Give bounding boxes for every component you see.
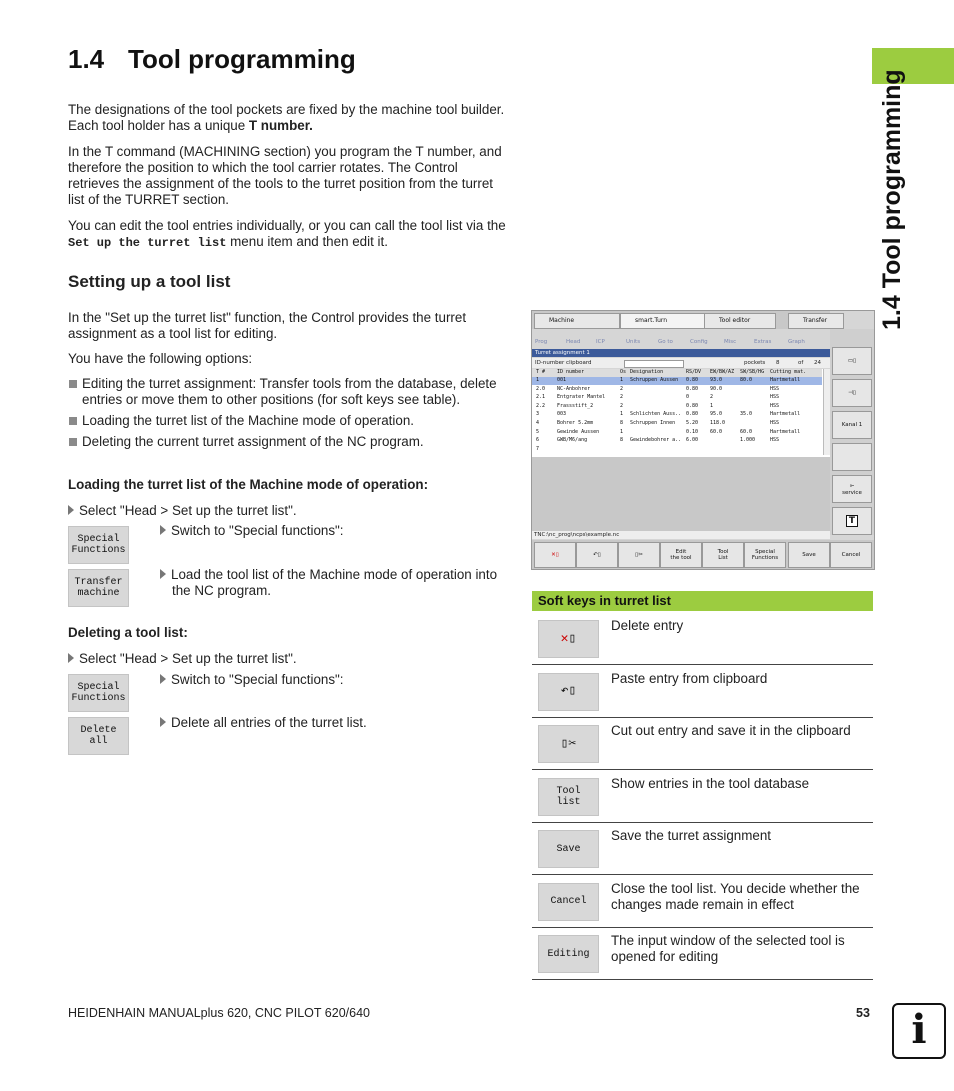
menu-item[interactable]: Units	[626, 339, 641, 345]
tab-smart-turn[interactable]: smart.Turn	[620, 313, 706, 329]
softkey-table-row	[532, 612, 873, 665]
table-row[interactable]	[532, 411, 822, 419]
deleting-step-1	[68, 651, 297, 667]
intro-paragraph-3	[68, 218, 510, 251]
table-cell: 7	[536, 445, 540, 452]
intro-p1-text: The designations of the tool pockets are fixed by the machine tool builder. Each tool holder has a unique	[68, 102, 505, 133]
paste-entry-icon: ↶▯	[593, 551, 601, 558]
cancel-softkey[interactable]: Cancel	[830, 542, 872, 568]
table-cell: Gewinde Aussen	[557, 428, 600, 435]
save-softkey[interactable]: Save	[788, 542, 830, 568]
wrench-icon: ⟜	[849, 482, 855, 489]
menu-item[interactable]: Config	[690, 339, 708, 345]
vertical-softkey[interactable]	[832, 379, 872, 407]
transfer-machine-softkey[interactable]: Transfer machine	[68, 569, 129, 607]
table-cell: 3	[536, 411, 540, 418]
table-cell: HSS	[770, 402, 780, 409]
table-cell: 0.80	[686, 411, 699, 418]
table-row[interactable]	[532, 437, 822, 445]
mode-tabs	[532, 311, 830, 329]
softkey-description: Show entries in the tool database	[611, 775, 810, 791]
table-cell: 001	[557, 377, 567, 383]
table-cell: 80.0	[740, 377, 753, 383]
delete-entry-icon: ✕▯	[560, 630, 577, 646]
info-icon	[892, 1003, 946, 1059]
service-softkey[interactable]	[832, 475, 872, 503]
list-item: Editing the turret assignment: Transfer tools from the database, delete entries or move them to other positions (for soft keys see table).	[68, 376, 510, 408]
empty-area	[532, 457, 830, 531]
delete-all-softkey[interactable]: Delete all	[68, 717, 129, 755]
table-cell: Gewindebohrer a..	[630, 437, 682, 444]
table-row[interactable]	[532, 429, 822, 437]
deleting-heading: Deleting a tool list:	[68, 625, 188, 640]
loading-step-1	[68, 503, 297, 519]
menu-item[interactable]: ICP	[596, 339, 605, 345]
softkey-table-row	[532, 770, 873, 823]
step-text: Switch to "Special functions":	[171, 672, 344, 687]
table-cell: Schruppen Innen	[630, 420, 676, 426]
table-cell: 60.0	[710, 428, 723, 435]
pockets-value: 8	[776, 360, 780, 366]
intro-p3-after: menu item and then edit it.	[226, 234, 388, 249]
table-cell: 1	[620, 428, 624, 435]
paste-entry-icon: ↶▯	[560, 683, 577, 698]
table-cell: 93.0	[710, 377, 723, 383]
menu-item[interactable]: Misc	[724, 339, 737, 345]
deleting-step-2	[160, 672, 505, 688]
softkey-label[interactable]: Save	[538, 830, 599, 868]
menu-item[interactable]: Go to	[658, 339, 673, 345]
page-number: 53	[856, 1006, 870, 1020]
cut-entry-icon: ▯✂	[560, 735, 577, 751]
table-cell: 1	[536, 377, 540, 383]
menu-bar	[532, 337, 830, 349]
turret-assignment-title: Turret assignment 1	[532, 349, 830, 357]
softkey-description: The input window of the selected tool is opened for editing	[611, 933, 845, 964]
id-clipboard-row	[532, 358, 830, 368]
table-row[interactable]	[532, 446, 822, 454]
table-cell: Schruppen Aussen	[630, 377, 679, 383]
setup-paragraph-2: You have the following options:	[68, 351, 253, 366]
cut-entry-icon: ▯✂	[635, 551, 643, 558]
column-header: EW/BW/AZ	[710, 369, 735, 375]
step-arrow-icon	[68, 505, 74, 515]
tool-t-icon: T	[846, 515, 858, 527]
table-cell: 2	[710, 394, 714, 401]
menu-item[interactable]: Prog	[535, 339, 548, 345]
service-label: service	[842, 489, 862, 496]
intro-p3-before: You can edit the tool entries individually, or you can call the tool list via the	[68, 218, 506, 233]
table-cell: Bohrer 5.2mm	[557, 420, 594, 426]
step-text: Select "Head > Set up the turret list".	[79, 651, 297, 666]
setup-heading: Setting up a tool list	[68, 272, 231, 291]
table-cell: Entgrater Mantel	[557, 394, 606, 401]
intro-paragraph-2: In the T command (MACHINING section) you program the T number, and therefore the position to which the tool carrier rotates. The Control retrieves the assignment of the tools to the turret position from the turret list of the TURRET section.	[68, 144, 502, 207]
softkey-label[interactable]: Tool list	[538, 778, 599, 816]
softkey-label[interactable]: Cancel	[538, 883, 599, 921]
table-header	[532, 369, 822, 377]
step-arrow-icon	[160, 717, 166, 727]
section-title: Tool programming	[128, 44, 356, 74]
footer-manual: HEIDENHAIN MANUALplus 620, CNC PILOT 620/640	[68, 1006, 370, 1020]
table-cell: 2	[620, 385, 624, 392]
program-path: TNC:\nc_prog\ncps\example.nc	[532, 531, 830, 539]
step-text: Load the tool list of the Machine mode of operation into the NC program.	[171, 567, 498, 598]
tab-tool-editor[interactable]: Tool editor	[704, 313, 776, 329]
table-cell: 2.2	[536, 402, 546, 409]
id-clipboard-field[interactable]	[624, 360, 684, 368]
column-header: Designation	[630, 369, 664, 375]
step-arrow-icon	[68, 653, 74, 663]
delete-entry-softkey[interactable]	[538, 620, 599, 658]
delete-entry-icon: ✕▯	[551, 551, 559, 558]
cut-entry-softkey[interactable]	[618, 542, 660, 568]
step-arrow-icon	[160, 569, 166, 579]
tool-holder-icon: ⊣▯	[848, 390, 856, 396]
table-cell: 1	[710, 402, 714, 409]
special-functions-softkey[interactable]: Special Functions	[68, 674, 129, 712]
cut-entry-softkey[interactable]	[538, 725, 599, 763]
table-cell: 5.20	[686, 420, 699, 426]
table-cell: HSS	[770, 420, 780, 426]
edit-tool-softkey[interactable]: Edit the tool	[660, 542, 702, 568]
loading-step-3	[160, 567, 517, 599]
pocket-icon: ▭▯	[847, 358, 857, 364]
list-item: Deleting the current turret assignment of the NC program.	[68, 434, 510, 450]
table-cell: 2.1	[536, 394, 546, 401]
table-cell: 0.80	[686, 385, 699, 392]
table-cell: HSS	[770, 385, 780, 392]
channel-softkey[interactable]: Kanal 1	[832, 411, 872, 439]
delete-entry-softkey[interactable]	[534, 542, 576, 568]
table-cell: GWB/M6/ang	[557, 437, 588, 444]
step-text: Select "Head > Set up the turret list".	[79, 503, 297, 518]
step-text: Switch to "Special functions":	[171, 523, 344, 538]
intro-p1-bold: T number.	[248, 118, 313, 133]
table-cell: 2.0	[536, 385, 546, 392]
softkey-table-row	[532, 665, 873, 718]
list-item: Loading the turret list of the Machine mode of operation.	[68, 413, 510, 429]
step-arrow-icon	[160, 525, 166, 535]
table-row[interactable]	[532, 377, 822, 385]
table-cell: Schlichten Auss..	[630, 411, 682, 418]
table-cell: 6.00	[686, 437, 699, 444]
of-value: 24	[814, 360, 821, 366]
column-header: ID number	[557, 369, 585, 375]
softkey-table-row	[532, 875, 873, 928]
table-cell: 0.80	[686, 402, 699, 409]
special-functions-softkey[interactable]: Special Functions	[68, 526, 129, 564]
menu-item[interactable]: Extras	[754, 339, 772, 345]
vertical-softkey[interactable]	[832, 347, 872, 375]
softkey-description: Paste entry from clipboard	[611, 670, 768, 686]
table-cell: 60.0	[740, 428, 753, 435]
menu-item[interactable]: Head	[566, 339, 581, 345]
softkey-description: Delete entry	[611, 618, 684, 633]
tool-softkey[interactable]	[832, 507, 872, 535]
softkey-table-row	[532, 717, 873, 770]
vertical-softkey[interactable]	[832, 443, 872, 471]
softkey-table-row	[532, 822, 873, 875]
table-cell: 5	[536, 428, 540, 435]
table-cell: 003	[557, 411, 567, 418]
softkey-description: Close the tool list. You decide whether the changes made remain in effect	[611, 880, 860, 912]
table-cell: 2	[620, 402, 624, 409]
paste-entry-softkey[interactable]	[576, 542, 618, 568]
table-cell: 95.0	[710, 411, 723, 418]
special-functions-softkey[interactable]: Special Functions	[744, 542, 786, 568]
softkey-description: Cut out entry and save it in the clipboard	[611, 723, 851, 738]
options-list	[68, 376, 510, 455]
deleting-step-3	[160, 715, 505, 731]
table-cell: 118.0	[710, 420, 726, 426]
table-cell: Hartmetall	[770, 411, 801, 418]
table-cell: 1	[620, 411, 624, 418]
column-header: RS/DV	[686, 369, 702, 375]
loading-heading: Loading the turret list of the Machine mode of operation:	[68, 477, 429, 492]
tool-list-softkey[interactable]: Tool List	[702, 542, 744, 568]
table-cell: 35.0	[740, 411, 753, 418]
page-title	[68, 44, 356, 75]
table-row[interactable]	[532, 403, 822, 411]
table-cell: 8	[620, 437, 624, 444]
id-clipboard-label: ID-number clipboard	[535, 360, 592, 366]
section-number: 1.4	[68, 44, 105, 74]
table-cell: 2	[620, 394, 624, 401]
table-cell: HSS	[770, 394, 780, 401]
table-cell: 1	[620, 377, 624, 383]
table-row[interactable]	[532, 420, 822, 428]
info-glyph: i	[911, 1006, 927, 1053]
of-label: of	[798, 360, 804, 366]
table-cell: 0	[686, 394, 690, 401]
column-header: SW/SB/HG	[740, 369, 765, 375]
table-cell: 4	[536, 420, 540, 426]
table-cell: 90.0	[710, 385, 723, 392]
table-cell: 6	[536, 437, 540, 444]
softkey-description: Save the turret assignment	[611, 828, 772, 843]
setup-paragraph-1: In the "Set up the turret list" function, the Control provides the turret assignment as a tool list for editing.	[68, 310, 467, 341]
tab-machine[interactable]: Machine	[534, 313, 620, 329]
table-cell: 0.10	[686, 428, 699, 435]
turret-table	[532, 369, 830, 457]
table-cell: 8	[620, 420, 624, 426]
column-header: Os	[620, 369, 627, 375]
table-cell: 0.80	[686, 377, 699, 383]
pockets-label: pockets	[744, 360, 766, 366]
table-cell: NC-Anbohrer	[557, 385, 591, 392]
table-cell: Frassstift_2	[557, 402, 594, 409]
intro-paragraph-1	[68, 102, 510, 134]
table-cell: Hartmetall	[770, 428, 801, 435]
step-arrow-icon	[160, 674, 166, 684]
column-header: Cutting mat.	[770, 369, 807, 375]
loading-step-2	[160, 523, 505, 539]
tab-transfer[interactable]: Transfer	[788, 313, 844, 329]
menu-item[interactable]: Graph	[788, 339, 805, 345]
table-cell: Hartmetall	[770, 377, 801, 383]
column-header: T #	[536, 369, 546, 375]
paste-entry-softkey[interactable]	[538, 673, 599, 711]
step-text: Delete all entries of the turret list.	[171, 715, 367, 730]
softkey-table-row	[532, 927, 873, 980]
table-row[interactable]	[532, 394, 822, 402]
softkeys-table-title: Soft keys in turret list	[532, 591, 873, 611]
table-cell: HSS	[770, 437, 780, 444]
softkey-label[interactable]: Editing	[538, 935, 599, 973]
side-title: 1.4 Tool programming	[878, 69, 906, 330]
table-cell: 1.000	[740, 437, 756, 444]
menu-item-code: Set up the turret list	[68, 236, 227, 250]
turret-list-screenshot	[531, 310, 875, 570]
table-row[interactable]	[532, 386, 822, 394]
